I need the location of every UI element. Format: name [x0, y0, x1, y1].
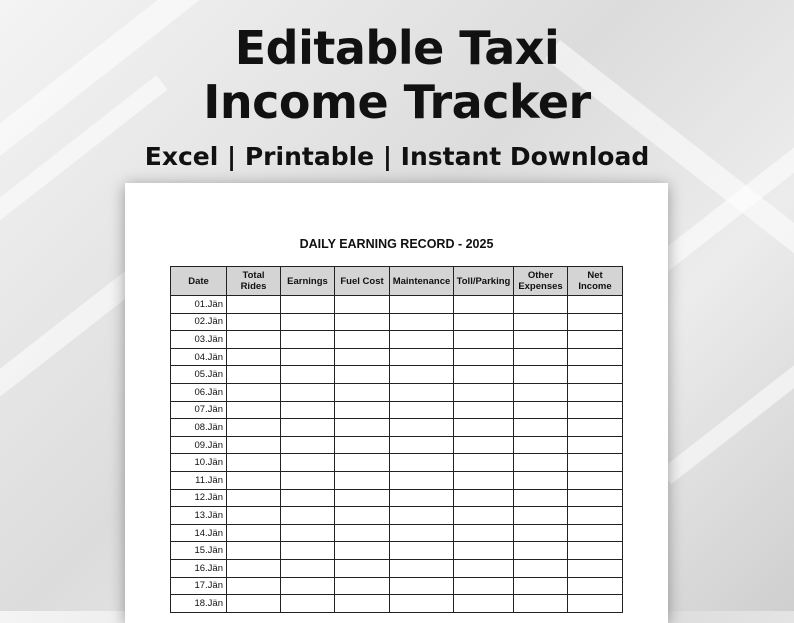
entry-cell[interactable]	[390, 454, 454, 472]
entry-cell[interactable]	[454, 348, 514, 366]
product-title-line-1: Editable Taxi	[234, 21, 560, 75]
entry-cell[interactable]	[454, 542, 514, 560]
entry-cell[interactable]	[454, 436, 514, 454]
entry-cell[interactable]	[281, 524, 335, 542]
entry-cell[interactable]	[227, 313, 281, 331]
entry-cell[interactable]	[390, 419, 454, 437]
entry-cell[interactable]	[227, 383, 281, 401]
entry-cell[interactable]	[454, 595, 514, 613]
entry-cell[interactable]	[514, 383, 568, 401]
entry-cell[interactable]	[514, 577, 568, 595]
entry-cell[interactable]	[390, 296, 454, 314]
column-header-total-rides: Total Rides	[227, 267, 281, 296]
table-row	[171, 436, 623, 454]
table-row	[171, 489, 623, 507]
entry-cell[interactable]	[568, 471, 623, 489]
entry-cell[interactable]	[281, 313, 335, 331]
table-row	[171, 542, 623, 560]
entry-cell[interactable]	[514, 595, 568, 613]
column-header-toll-parking: Toll/Parking	[454, 267, 514, 296]
product-title-line-2: Income Tracker	[203, 75, 591, 129]
entry-cell[interactable]	[568, 524, 623, 542]
entry-cell[interactable]	[514, 559, 568, 577]
date-cell: 01.Jän	[171, 296, 227, 314]
date-cell: 10.Jän	[171, 454, 227, 472]
entry-cell[interactable]	[335, 542, 390, 560]
entry-cell[interactable]	[227, 454, 281, 472]
entry-cell[interactable]	[227, 595, 281, 613]
entry-cell[interactable]	[454, 524, 514, 542]
entry-cell[interactable]	[227, 489, 281, 507]
entry-cell[interactable]	[390, 559, 454, 577]
entry-cell[interactable]	[514, 296, 568, 314]
entry-cell[interactable]	[454, 401, 514, 419]
date-cell: 15.Jän	[171, 542, 227, 560]
entry-cell[interactable]	[568, 348, 623, 366]
entry-cell[interactable]	[390, 348, 454, 366]
column-header-fuel-cost: Fuel Cost	[335, 267, 390, 296]
date-cell: 06.Jän	[171, 383, 227, 401]
entry-cell[interactable]	[568, 577, 623, 595]
entry-cell[interactable]	[514, 348, 568, 366]
entry-cell[interactable]	[454, 454, 514, 472]
entry-cell[interactable]	[514, 454, 568, 472]
entry-cell[interactable]	[568, 331, 623, 349]
entry-cell[interactable]	[514, 419, 568, 437]
entry-cell[interactable]	[281, 436, 335, 454]
entry-cell[interactable]	[281, 471, 335, 489]
entry-cell[interactable]	[454, 366, 514, 384]
background-stripe	[660, 322, 794, 484]
entry-cell[interactable]	[390, 313, 454, 331]
entry-cell[interactable]	[335, 559, 390, 577]
entry-cell[interactable]	[281, 296, 335, 314]
table-row	[171, 331, 623, 349]
entry-cell[interactable]	[335, 296, 390, 314]
table-row	[171, 383, 623, 401]
entry-cell[interactable]	[281, 595, 335, 613]
entry-cell[interactable]	[227, 542, 281, 560]
entry-cell[interactable]	[227, 471, 281, 489]
entry-cell[interactable]	[227, 524, 281, 542]
entry-cell[interactable]	[568, 313, 623, 331]
column-header-other-expenses: Other Expenses	[514, 267, 568, 296]
entry-cell[interactable]	[281, 454, 335, 472]
entry-cell[interactable]	[568, 436, 623, 454]
entry-cell[interactable]	[281, 348, 335, 366]
entry-cell[interactable]	[335, 595, 390, 613]
entry-cell[interactable]	[390, 401, 454, 419]
entry-cell[interactable]	[514, 489, 568, 507]
entry-cell[interactable]	[281, 401, 335, 419]
entry-cell[interactable]	[454, 331, 514, 349]
date-cell: 13.Jän	[171, 507, 227, 525]
table-row	[171, 313, 623, 331]
entry-cell[interactable]	[335, 419, 390, 437]
table-row	[171, 559, 623, 577]
entry-cell[interactable]	[568, 401, 623, 419]
entry-cell[interactable]	[227, 331, 281, 349]
entry-cell[interactable]	[514, 331, 568, 349]
table-row	[171, 471, 623, 489]
entry-cell[interactable]	[514, 366, 568, 384]
date-cell: 09.Jän	[171, 436, 227, 454]
entry-cell[interactable]	[335, 331, 390, 349]
entry-cell[interactable]	[335, 489, 390, 507]
entry-cell[interactable]	[281, 331, 335, 349]
table-row	[171, 524, 623, 542]
date-cell: 02.Jän	[171, 313, 227, 331]
table-row	[171, 366, 623, 384]
entry-cell[interactable]	[281, 419, 335, 437]
entry-cell[interactable]	[454, 559, 514, 577]
entry-cell[interactable]	[335, 471, 390, 489]
table-row	[171, 454, 623, 472]
entry-cell[interactable]	[454, 577, 514, 595]
entry-cell[interactable]	[514, 471, 568, 489]
entry-cell[interactable]	[514, 507, 568, 525]
entry-cell[interactable]	[335, 313, 390, 331]
entry-cell[interactable]	[281, 559, 335, 577]
entry-cell[interactable]	[514, 542, 568, 560]
product-subtitle: Excel | Printable | Instant Download	[144, 142, 650, 171]
entry-cell[interactable]	[390, 524, 454, 542]
table-body	[171, 296, 623, 613]
entry-cell[interactable]	[514, 524, 568, 542]
entry-cell[interactable]	[227, 559, 281, 577]
entry-cell[interactable]	[390, 595, 454, 613]
sheet-title: DAILY EARNING RECORD - 2025	[299, 237, 494, 251]
entry-cell[interactable]	[227, 419, 281, 437]
entry-cell[interactable]	[454, 471, 514, 489]
date-cell: 14.Jän	[171, 524, 227, 542]
entry-cell[interactable]	[227, 296, 281, 314]
entry-cell[interactable]	[568, 507, 623, 525]
table-row	[171, 296, 623, 314]
entry-cell[interactable]	[390, 331, 454, 349]
entry-cell[interactable]	[227, 348, 281, 366]
table-row	[171, 595, 623, 613]
entry-cell[interactable]	[335, 348, 390, 366]
date-cell: 11.Jän	[171, 471, 227, 489]
entry-cell[interactable]	[454, 313, 514, 331]
entry-cell[interactable]	[568, 383, 623, 401]
entry-cell[interactable]	[390, 489, 454, 507]
entry-cell[interactable]	[454, 296, 514, 314]
entry-cell[interactable]	[568, 595, 623, 613]
date-cell: 08.Jän	[171, 419, 227, 437]
table-row	[171, 507, 623, 525]
entry-cell[interactable]	[568, 366, 623, 384]
column-header-maintenance: Maintenance	[390, 267, 454, 296]
entry-cell[interactable]	[335, 577, 390, 595]
date-cell: 03.Jän	[171, 331, 227, 349]
entry-cell[interactable]	[454, 507, 514, 525]
entry-cell[interactable]	[390, 507, 454, 525]
entry-cell[interactable]	[454, 383, 514, 401]
entry-cell[interactable]	[335, 383, 390, 401]
table-row	[171, 401, 623, 419]
entry-cell[interactable]	[454, 489, 514, 507]
entry-cell[interactable]	[514, 313, 568, 331]
entry-cell[interactable]	[281, 489, 335, 507]
table-header-row	[171, 267, 623, 296]
entry-cell[interactable]	[390, 436, 454, 454]
entry-cell[interactable]	[281, 542, 335, 560]
date-cell: 05.Jän	[171, 366, 227, 384]
entry-cell[interactable]	[281, 383, 335, 401]
entry-cell[interactable]	[335, 454, 390, 472]
entry-cell[interactable]	[335, 401, 390, 419]
entry-cell[interactable]	[227, 401, 281, 419]
entry-cell[interactable]	[227, 436, 281, 454]
entry-cell[interactable]	[227, 577, 281, 595]
date-cell: 12.Jän	[171, 489, 227, 507]
entry-cell[interactable]	[227, 366, 281, 384]
entry-cell[interactable]	[390, 383, 454, 401]
entry-cell[interactable]	[281, 577, 335, 595]
entry-cell[interactable]	[390, 471, 454, 489]
entry-cell[interactable]	[390, 577, 454, 595]
entry-cell[interactable]	[390, 542, 454, 560]
date-cell: 04.Jän	[171, 348, 227, 366]
entry-cell[interactable]	[335, 436, 390, 454]
entry-cell[interactable]	[514, 401, 568, 419]
entry-cell[interactable]	[281, 507, 335, 525]
entry-cell[interactable]	[281, 366, 335, 384]
earnings-table	[170, 266, 623, 613]
entry-cell[interactable]	[568, 454, 623, 472]
entry-cell[interactable]	[335, 524, 390, 542]
date-cell: 07.Jän	[171, 401, 227, 419]
entry-cell[interactable]	[335, 366, 390, 384]
entry-cell[interactable]	[454, 419, 514, 437]
date-cell: 16.Jän	[171, 559, 227, 577]
entry-cell[interactable]	[568, 296, 623, 314]
entry-cell[interactable]	[514, 436, 568, 454]
entry-cell[interactable]	[568, 419, 623, 437]
column-header-earnings: Earnings	[281, 267, 335, 296]
column-header-date: Date	[171, 267, 227, 296]
table-row	[171, 577, 623, 595]
entry-cell[interactable]	[227, 507, 281, 525]
entry-cell[interactable]	[390, 366, 454, 384]
date-cell: 18.Jän	[171, 595, 227, 613]
entry-cell[interactable]	[568, 542, 623, 560]
table-row	[171, 419, 623, 437]
table-row	[171, 348, 623, 366]
column-header-net-income: Net Income	[568, 267, 623, 296]
spreadsheet-preview	[125, 183, 668, 623]
entry-cell[interactable]	[568, 489, 623, 507]
entry-cell[interactable]	[335, 507, 390, 525]
entry-cell[interactable]	[568, 559, 623, 577]
date-cell: 17.Jän	[171, 577, 227, 595]
